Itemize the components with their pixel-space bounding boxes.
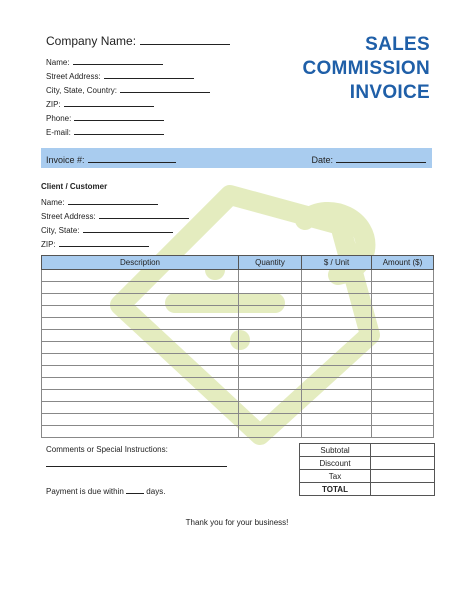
amount-cell[interactable]: [372, 306, 434, 318]
quantity-cell[interactable]: [239, 330, 302, 342]
tax-value[interactable]: [371, 470, 435, 483]
totals-row: [300, 470, 435, 483]
column-header-unit-price: $ / Unit: [302, 256, 372, 270]
total-value[interactable]: [371, 483, 435, 496]
quantity-cell[interactable]: [239, 426, 302, 438]
table-row: [42, 354, 434, 366]
quantity-cell[interactable]: [239, 414, 302, 426]
description-cell[interactable]: [42, 378, 239, 390]
client-zip-field[interactable]: ZIP:: [41, 238, 149, 249]
unit-price-cell[interactable]: [302, 282, 372, 294]
table-row: [42, 390, 434, 402]
amount-cell[interactable]: [372, 330, 434, 342]
amount-cell[interactable]: [372, 282, 434, 294]
description-cell[interactable]: [42, 366, 239, 378]
quantity-cell[interactable]: [239, 354, 302, 366]
payment-days-field[interactable]: [126, 486, 144, 494]
title-line: INVOICE: [349, 82, 430, 103]
table-row: [42, 426, 434, 438]
invoice-date-field[interactable]: Date:: [311, 153, 426, 165]
subtotal-value[interactable]: [371, 444, 435, 457]
amount-cell[interactable]: [372, 294, 434, 306]
comments-label: Comments or Special Instructions:: [46, 445, 168, 454]
sender-street-field[interactable]: Street Address:: [46, 70, 194, 81]
amount-cell[interactable]: [372, 318, 434, 330]
client-city-field[interactable]: City, State:: [41, 224, 173, 235]
quantity-cell[interactable]: [239, 270, 302, 282]
quantity-cell[interactable]: [239, 282, 302, 294]
amount-cell[interactable]: [372, 390, 434, 402]
amount-cell[interactable]: [372, 270, 434, 282]
unit-price-cell[interactable]: [302, 306, 372, 318]
unit-price-cell[interactable]: [302, 402, 372, 414]
unit-price-cell[interactable]: [302, 354, 372, 366]
description-cell[interactable]: [42, 402, 239, 414]
amount-cell[interactable]: [372, 426, 434, 438]
description-cell[interactable]: [42, 414, 239, 426]
table-row: [42, 342, 434, 354]
description-cell[interactable]: [42, 282, 239, 294]
totals-table: [299, 443, 435, 496]
description-cell[interactable]: [42, 306, 239, 318]
line-items-table: [41, 255, 434, 438]
amount-cell[interactable]: [372, 342, 434, 354]
company-name-field[interactable]: [46, 33, 230, 48]
invoice-number-date-bar: [41, 148, 432, 168]
table-row: [42, 318, 434, 330]
column-header-amount: Amount ($): [372, 256, 434, 270]
table-row: [42, 366, 434, 378]
quantity-cell[interactable]: [239, 294, 302, 306]
totals-row: [300, 457, 435, 470]
comments-input-line[interactable]: [46, 466, 227, 467]
description-cell[interactable]: [42, 294, 239, 306]
quantity-cell[interactable]: [239, 318, 302, 330]
title-line: SALES: [365, 34, 430, 55]
table-row: [42, 282, 434, 294]
unit-price-cell[interactable]: [302, 366, 372, 378]
table-row: [42, 402, 434, 414]
invoice-number-field[interactable]: Invoice #:: [46, 153, 176, 165]
sender-phone-field[interactable]: Phone:: [46, 112, 164, 123]
sender-email-field[interactable]: E-mail:: [46, 126, 164, 137]
table-row: [42, 414, 434, 426]
subtotal-label: Subtotal: [300, 444, 371, 457]
table-row: [42, 330, 434, 342]
table-row: [42, 306, 434, 318]
description-cell[interactable]: [42, 318, 239, 330]
amount-cell[interactable]: [372, 366, 434, 378]
client-street-field[interactable]: Street Address:: [41, 210, 189, 221]
quantity-cell[interactable]: [239, 378, 302, 390]
tax-label: Tax: [300, 470, 371, 483]
table-row: [42, 378, 434, 390]
description-cell[interactable]: [42, 270, 239, 282]
title-line: COMMISSION: [302, 58, 430, 79]
amount-cell[interactable]: [372, 354, 434, 366]
unit-price-cell[interactable]: [302, 342, 372, 354]
description-cell[interactable]: [42, 354, 239, 366]
company-name-label: Company Name:: [46, 34, 137, 48]
discount-label: Discount: [300, 457, 371, 470]
totals-row: [300, 444, 435, 457]
client-name-field[interactable]: Name:: [41, 196, 158, 207]
thank-you-note: Thank you for your business!: [185, 518, 289, 527]
unit-price-cell[interactable]: [302, 318, 372, 330]
amount-cell[interactable]: [372, 402, 434, 414]
unit-price-cell[interactable]: [302, 270, 372, 282]
description-cell[interactable]: [42, 390, 239, 402]
total-label: TOTAL: [300, 483, 371, 496]
column-header-quantity: Quantity: [239, 256, 302, 270]
unit-price-cell[interactable]: [302, 426, 372, 438]
description-cell[interactable]: [42, 426, 239, 438]
sender-zip-field[interactable]: ZIP:: [46, 98, 154, 109]
client-heading: Client / Customer: [41, 182, 108, 191]
quantity-cell[interactable]: [239, 306, 302, 318]
totals-row: [300, 483, 435, 496]
table-header-row: [42, 256, 434, 270]
unit-price-cell[interactable]: [302, 330, 372, 342]
description-cell[interactable]: [42, 330, 239, 342]
table-row: [42, 294, 434, 306]
amount-cell[interactable]: [372, 378, 434, 390]
amount-cell[interactable]: [372, 414, 434, 426]
quantity-cell[interactable]: [239, 342, 302, 354]
sender-name-field[interactable]: Name:: [46, 56, 163, 67]
quantity-cell[interactable]: [239, 402, 302, 414]
table-row: [42, 270, 434, 282]
description-cell[interactable]: [42, 342, 239, 354]
quantity-cell[interactable]: [239, 366, 302, 378]
discount-value[interactable]: [371, 457, 435, 470]
invoice-title: [302, 33, 430, 105]
unit-price-cell[interactable]: [302, 294, 372, 306]
unit-price-cell[interactable]: [302, 378, 372, 390]
quantity-cell[interactable]: [239, 390, 302, 402]
column-header-description: Description: [42, 256, 239, 270]
unit-price-cell[interactable]: [302, 414, 372, 426]
payment-terms: Payment is due within days.: [46, 487, 166, 496]
sender-city-field[interactable]: City, State, Country:: [46, 84, 210, 95]
unit-price-cell[interactable]: [302, 390, 372, 402]
